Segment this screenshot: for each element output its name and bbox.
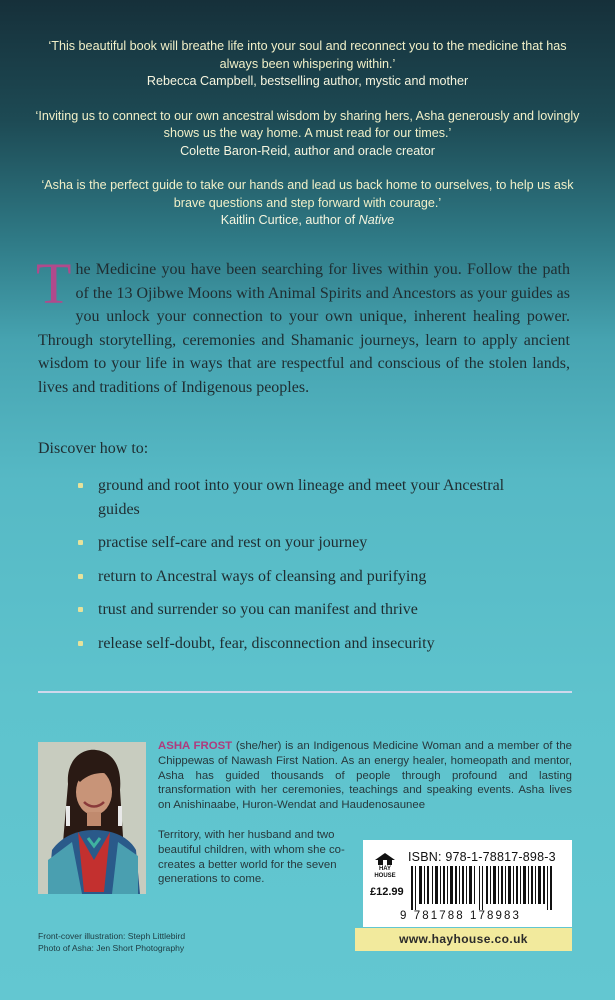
- list-item: return to Ancestral ways of cleansing and purifying: [78, 565, 548, 589]
- publisher-logo: [373, 852, 397, 879]
- quote-attribution: Rebecca Campbell, bestselling author, mystic and mother: [146, 74, 469, 88]
- list-item: trust and surrender so you can manifest and thrive: [78, 598, 548, 622]
- book-title-native: Native: [358, 213, 395, 227]
- barcode-icon: [411, 866, 561, 910]
- quote-3: [30, 177, 585, 230]
- drop-cap: T: [36, 251, 72, 316]
- quote-text: ‘Asha is the perfect guide to take our hands and lead us back home to ourselves, to help us ask brave questions and step forward with courage.’: [41, 178, 574, 210]
- endorsement-quotes: [30, 38, 585, 247]
- attribution-prefix: Kaitlin Curtice, author of: [220, 213, 359, 227]
- photo-credits: [38, 930, 185, 954]
- barcode-digits: 9 781788 178983: [400, 910, 522, 922]
- discover-heading: Discover how to:: [38, 440, 149, 457]
- list-item: release self-doubt, fear, disconnection and insecurity: [78, 632, 548, 656]
- quote-1: [30, 38, 585, 91]
- bullet-icon: [78, 574, 83, 579]
- author-portrait-icon: [38, 742, 146, 894]
- publisher-url[interactable]: www.hayhouse.co.uk: [355, 928, 572, 951]
- bullet-icon: [78, 540, 83, 545]
- quote-text: ‘This beautiful book will breathe life into your soul and reconnect you to the medicine that has always been whispering within.’: [48, 39, 567, 71]
- author-bio-continued: Territory, with her husband and two beautiful children, with whom she co-creates a better world for the seven generations to come.: [158, 829, 345, 886]
- quote-attribution: Colette Baron-Reid, author and oracle creator: [180, 143, 435, 158]
- publisher-logo-text: HAY HOUSE: [374, 866, 396, 879]
- bullet-icon: [78, 483, 83, 488]
- list-item: ground and root into your own lineage and meet your Ancestral guides: [78, 474, 548, 521]
- cover-credit: Front-cover illustration: Steph Littlebird: [38, 931, 186, 941]
- quote-text: ‘Inviting us to connect to our own ancestral wisdom by sharing hers, Asha generously and lovingly shows us the way home. A must read for our times.’: [35, 108, 580, 140]
- house-icon: [373, 852, 397, 866]
- barcode-panel: [363, 840, 572, 927]
- intro-paragraph: [36, 251, 570, 399]
- author-photo: [38, 742, 146, 894]
- price: £12.99: [370, 886, 404, 898]
- isbn: ISBN: 978-1-78817-898-3: [408, 850, 556, 864]
- author-name: ASHA FROST: [158, 740, 233, 752]
- section-divider: [38, 691, 572, 693]
- list-item: practise self-care and rest on your journey: [78, 531, 548, 555]
- bullet-icon: [78, 607, 83, 612]
- benefit-list: [78, 474, 548, 665]
- intro-text: he Medicine you have been searching for lives within you. Follow the path of the 13 Ojibwe Moons with Animal Spirits and Ancestors as your guides as you unlock your connection to your own unique, inherent healing power. Through storytelling, ceremonies and Shamanic journeys, learn to apply ancient wisdom to your life in ways that are respectful and conscious of the stolen lands, lives and traditions of Indigenous peoples.: [38, 261, 570, 396]
- bio-text: (she/her) is an Indigenous Medicine Woman and a member of the Chippewas of Nawash First Nation. As an energy healer, homeopath and mentor, Asha has guided thousands of people through profound and lasting transformation with her ceremonies, teachings and speaking events. Asha lives on Anishinaabe, Huron-Wendat and Haudenosaunee: [158, 740, 572, 812]
- quote-attribution: [30, 212, 585, 230]
- bullet-icon: [78, 641, 83, 646]
- photo-credit: Photo of Asha: Jen Short Photography: [38, 943, 185, 953]
- author-bio: [158, 739, 572, 813]
- quote-2: [30, 108, 585, 161]
